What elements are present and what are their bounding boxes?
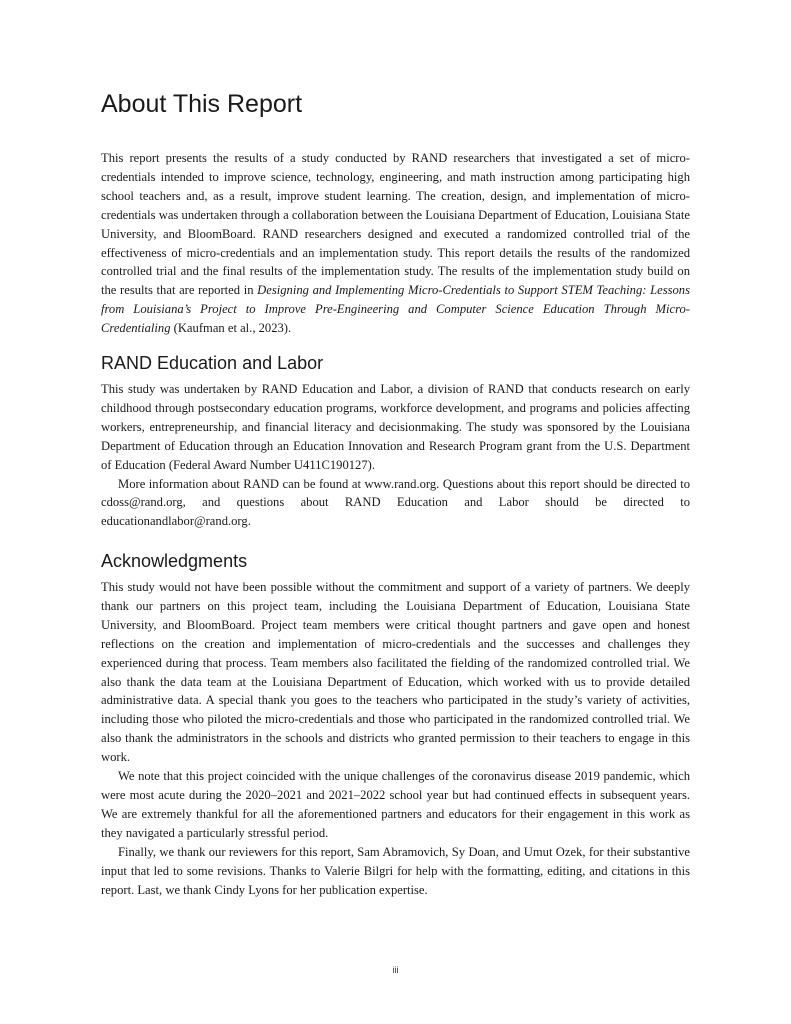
section-heading-rand-education: RAND Education and Labor: [101, 353, 324, 373]
acknowledgments-paragraph-2: We note that this project coincided with the unique challenges of the coronavirus disease 2019 pandemic, which were most acute during the 2020–2021 and 2021–2022 school year but had continued effects in subsequent years. We are extremely thankful for all the aforementioned partners and educators for their engagement in this work as they navigated a particularly stressful period.: [101, 769, 690, 840]
cited-report-title: Designing and Implementing Micro-Credentials to Support STEM Teaching: Lessons from Louisiana’s Project to Improve Pre-Engineering and Computer Science Education Through Micro-Credentialing: [101, 283, 690, 336]
rand-education-paragraph: This study was undertaken by RAND Education and Labor, a division of RAND that conducts research on early childhood through postsecondary education programs, workforce development, and programs and policies affecting workers, entrepreneurship, and financial literacy and decisionmaking. The study was sponsored by the Louisiana Department of Education through an Education Innovation and Research Program grant from the U.S. Department of Education (Federal Award Number U411C190127).: [101, 382, 690, 472]
page-number: iii: [392, 965, 399, 975]
intro-text: This report presents the results of a study conducted by RAND researchers that investigated a set of micro-credentials intended to improve science, technology, engineering, and math instruction among participating high school teachers and, as a result, improve student learning. The creation, design, and implementation of micro-credentials was undertaken through a collaboration between the Louisiana Department of Education, Louisiana State University, and BloomBoard. RAND researchers designed and executed a randomized controlled trial of the effectiveness of micro-credentials and an implementation study. This report details the results of the randomized controlled trial and the final results of the implementation study. The results of the implementation study build on the results that are reported in: [101, 151, 690, 298]
acknowledgments-section: [101, 578, 690, 899]
acknowledgments-paragraph-1: This study would not have been possible without the commitment and support of a variety of partners. We deeply thank our partners on this project team, including the Louisiana Department of Education, Louisiana State University, and BloomBoard. Project team members were critical thought partners and gave open and honest reflections on the creation and implementation of micro-credentials and the successes and challenges they experienced during that process. Team members also facilitated the fielding of the randomized controlled trial. We also thank the data team at the Louisiana Department of Education, which worked with us to provide detailed administrative data. A special thank you goes to the teachers who participated in the study’s variety of activities, including those who piloted the micro-credentials and those who participated in the randomized controlled trial. We also thank the administrators in the schools and districts who granted permission to their teachers to engage in this work.: [101, 580, 690, 765]
contact-paragraph: More information about RAND can be found at www.rand.org. Questions about this report should be directed to cdoss@rand.org, and questions about RAND Education and Labor should be directed to educationandlabor@rand.org.: [101, 476, 690, 529]
intro-citation: (Kaufman et al., 2023).: [170, 321, 292, 336]
rand-education-section: [101, 380, 690, 531]
page-title: About This Report: [101, 90, 303, 118]
section-heading-acknowledgments: Acknowledgments: [101, 551, 248, 571]
intro-paragraph: [101, 149, 690, 338]
acknowledgments-paragraph-3: Finally, we thank our reviewers for this report, Sam Abramovich, Sy Doan, and Umut Ozek, for their substantive input that led to some revisions. Thanks to Valerie Bilgri for help with the formatting, editing, and citations in this report. Last, we thank Cindy Lyons for her publication expertise.: [101, 844, 690, 897]
